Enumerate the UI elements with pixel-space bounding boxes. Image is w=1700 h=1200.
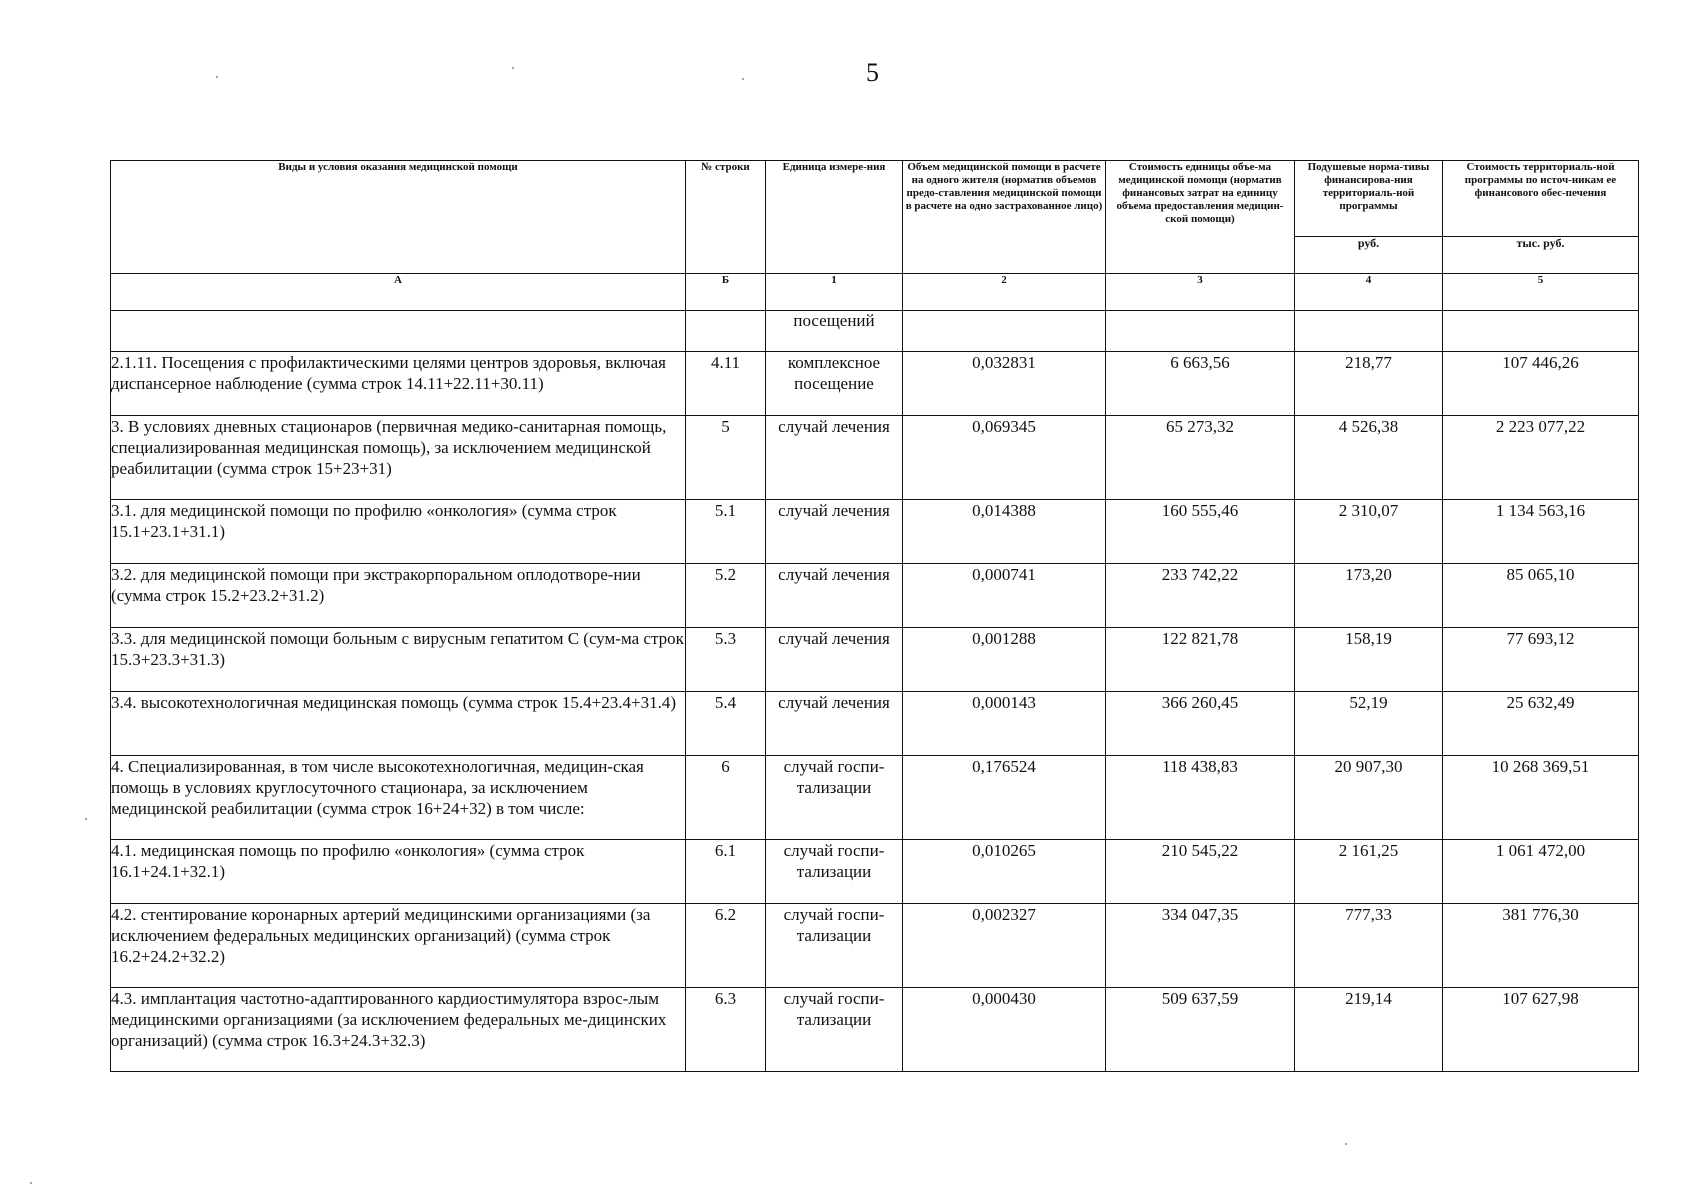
row-name: 4.1. медицинская помощь по профилю «онкология» (сумма строк 16.1+24.1+32.1) [111, 840, 686, 904]
row-per-capita: 777,33 [1295, 904, 1443, 988]
header-program-cost-unit: тыс. руб. [1443, 237, 1639, 274]
table-cell [111, 311, 686, 352]
row-unit: случай лечения [766, 564, 903, 628]
row-unit-cost: 6 663,56 [1106, 352, 1295, 416]
row-unit-cost: 122 821,78 [1106, 628, 1295, 692]
row-name: 4.2. стентирование коронарных артерий медицинскими организациями (за исключением федеральных медицинских организаций) (сумма строк 16.2+24.2+32.2) [111, 904, 686, 988]
row-line-number: 5.4 [686, 692, 766, 756]
table-cell [1295, 311, 1443, 352]
row-per-capita: 173,20 [1295, 564, 1443, 628]
row-name: 3.2. для медицинской помощи при экстракорпоральном оплодотворе-нии (сумма строк 15.2+23.2+31.2) [111, 564, 686, 628]
table-row [111, 988, 1639, 1072]
row-unit: случай лечения [766, 416, 903, 500]
row-unit: случай госпи-тализации [766, 904, 903, 988]
row-per-capita: 2 161,25 [1295, 840, 1443, 904]
row-unit: комплексное посещение [766, 352, 903, 416]
row-per-capita: 20 907,30 [1295, 756, 1443, 840]
row-unit-cost: 366 260,45 [1106, 692, 1295, 756]
row-name: 3.3. для медицинской помощи больным с вирусным гепатитом С (сум-ма строк 15.3+23.3+31.3) [111, 628, 686, 692]
row-unit: случай госпи-тализации [766, 988, 903, 1072]
table-row [111, 840, 1639, 904]
row-per-capita: 218,77 [1295, 352, 1443, 416]
row-name: 3.1. для медицинской помощи по профилю «онкология» (сумма строк 15.1+23.1+31.1) [111, 500, 686, 564]
column-number: 1 [766, 274, 903, 311]
row-per-capita: 219,14 [1295, 988, 1443, 1072]
row-line-number: 5.1 [686, 500, 766, 564]
header-kinds: Виды и условия оказания медицинской помощи [111, 161, 686, 274]
row-line-number: 6 [686, 756, 766, 840]
table-row [111, 904, 1639, 988]
row-volume: 0,010265 [903, 840, 1106, 904]
row-total: 107 627,98 [1443, 988, 1639, 1072]
row-line-number: 6.3 [686, 988, 766, 1072]
row-total: 10 268 369,51 [1443, 756, 1639, 840]
table-row [111, 500, 1639, 564]
scan-speck [216, 76, 218, 78]
row-name: 4.3. имплантация частотно-адаптированного кардиостимулятора взрос-лым медицинскими организациями (за исключением федеральных ме-дицинских организаций) (сумма строк 16.3+24.3+32.3) [111, 988, 686, 1072]
column-number: А [111, 274, 686, 311]
row-line-number: 5.2 [686, 564, 766, 628]
row-unit-cost: 334 047,35 [1106, 904, 1295, 988]
row-unit-cost: 65 273,32 [1106, 416, 1295, 500]
row-name: 4. Специализированная, в том числе высокотехнологичная, медицин-ская помощь в условиях круглосуточного стационара, за исключением медицинской реабилитации (сумма строк 16+24+32) в том числе: [111, 756, 686, 840]
header-program-cost: Стоимость территориаль-ной программы по источ-никам ее финансового обес-печения [1443, 161, 1639, 237]
row-name: 3. В условиях дневных стационаров (первичная медико-санитарная помощь, специализированная медицинская помощь), за исключением медицинской реабилитации (сумма строк 15+23+31) [111, 416, 686, 500]
row-volume: 0,000143 [903, 692, 1106, 756]
table-cell [686, 311, 766, 352]
row-total: 77 693,12 [1443, 628, 1639, 692]
table-row [111, 352, 1639, 416]
scan-speck [512, 67, 514, 69]
row-total: 381 776,30 [1443, 904, 1639, 988]
row-unit-cost: 118 438,83 [1106, 756, 1295, 840]
column-number: 2 [903, 274, 1106, 311]
row-volume: 0,014388 [903, 500, 1106, 564]
row-unit: случай госпи-тализации [766, 756, 903, 840]
continuation-unit: посещений [766, 311, 903, 352]
row-unit: случай лечения [766, 628, 903, 692]
row-volume: 0,069345 [903, 416, 1106, 500]
row-unit-cost: 160 555,46 [1106, 500, 1295, 564]
row-volume: 0,001288 [903, 628, 1106, 692]
header-per-capita: Подушевые норма-тивы финансирова-ния территориаль-ной программы [1295, 161, 1443, 237]
data-rows [111, 352, 1639, 1072]
financing-table [110, 160, 1639, 1072]
row-total: 2 223 077,22 [1443, 416, 1639, 500]
scan-speck [85, 818, 87, 820]
continuation-row [111, 311, 1639, 352]
row-per-capita: 2 310,07 [1295, 500, 1443, 564]
row-unit-cost: 210 545,22 [1106, 840, 1295, 904]
row-line-number: 6.1 [686, 840, 766, 904]
table-row [111, 628, 1639, 692]
column-number: 3 [1106, 274, 1295, 311]
row-volume: 0,000741 [903, 564, 1106, 628]
row-volume: 0,176524 [903, 756, 1106, 840]
row-unit-cost: 509 637,59 [1106, 988, 1295, 1072]
table-cell [1106, 311, 1295, 352]
row-line-number: 5 [686, 416, 766, 500]
row-unit: случай лечения [766, 500, 903, 564]
table-cell [1443, 311, 1639, 352]
row-line-number: 6.2 [686, 904, 766, 988]
row-volume: 0,002327 [903, 904, 1106, 988]
column-number: Б [686, 274, 766, 311]
scan-speck [1345, 1143, 1347, 1145]
row-volume: 0,032831 [903, 352, 1106, 416]
scan-speck [742, 78, 744, 80]
table-row [111, 692, 1639, 756]
row-per-capita: 52,19 [1295, 692, 1443, 756]
row-name: 3.4. высокотехнологичная медицинская помощь (сумма строк 15.4+23.4+31.4) [111, 692, 686, 756]
row-total: 1 134 563,16 [1443, 500, 1639, 564]
table-row [111, 416, 1639, 500]
table-row [111, 564, 1639, 628]
row-unit-cost: 233 742,22 [1106, 564, 1295, 628]
column-number: 5 [1443, 274, 1639, 311]
header-per-capita-unit: руб. [1295, 237, 1443, 274]
row-total: 107 446,26 [1443, 352, 1639, 416]
page-number: 5 [866, 58, 879, 87]
row-total: 25 632,49 [1443, 692, 1639, 756]
row-unit: случай лечения [766, 692, 903, 756]
row-unit: случай госпи-тализации [766, 840, 903, 904]
table-cell [903, 311, 1106, 352]
header-unit: Единица измере-ния [766, 161, 903, 274]
row-per-capita: 4 526,38 [1295, 416, 1443, 500]
row-line-number: 5.3 [686, 628, 766, 692]
row-total: 1 061 472,00 [1443, 840, 1639, 904]
column-number: 4 [1295, 274, 1443, 311]
row-line-number: 4.11 [686, 352, 766, 416]
header-line-number: № строки [686, 161, 766, 274]
scan-speck [30, 1182, 32, 1184]
row-total: 85 065,10 [1443, 564, 1639, 628]
header-volume: Объем медицинской помощи в расчете на одного жителя (норматив объемов предо-ставления медицинской помощи в расчете на одно застрахованное лицо) [903, 161, 1106, 274]
row-name: 2.1.11. Посещения с профилактическими целями центров здоровья, включая диспансерное наблюдение (сумма строк 14.11+22.11+30.11) [111, 352, 686, 416]
table-row [111, 756, 1639, 840]
header-unit-cost: Стоимость единицы объе-ма медицинской помощи (норматив финансовых затрат на единицу объема предоставления медицин-ской помощи) [1106, 161, 1295, 274]
row-volume: 0,000430 [903, 988, 1106, 1072]
row-per-capita: 158,19 [1295, 628, 1443, 692]
